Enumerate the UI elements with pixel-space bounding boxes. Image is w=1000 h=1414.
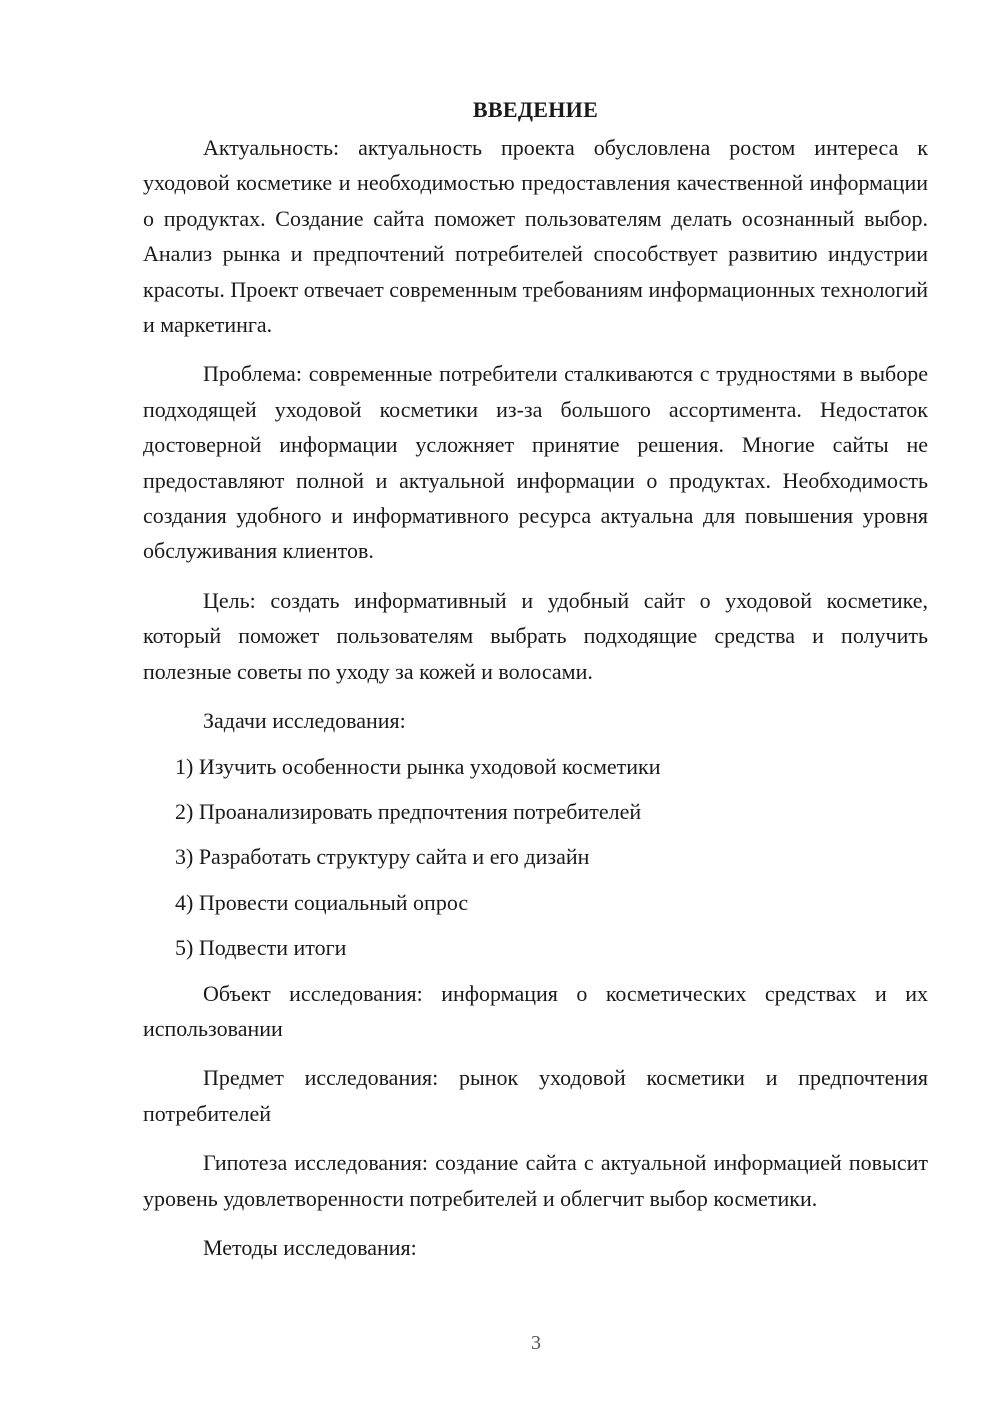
task-item: 1) Изучить особенности рынка уходовой косметики bbox=[175, 753, 661, 779]
paragraph-problem: Проблема: современные потребители сталкиваются с трудностями в выборе подходящей уходовой косметики из-за большого ассортимента. Недостаток достоверной информации усложняет принятие решения. Многие сайты не предоставляют полной и актуальной информации о продуктах. Необходимость создания удобного и информативного ресурса актуальна для повышения уровня обслуживания клиентов. bbox=[143, 361, 928, 564]
paragraph-goal: Цель: создать информативный и удобный сайт о уходовой косметике, который поможет пользователям выбрать подходящие средства и получить полезные советы по уходу за кожей и волосами. bbox=[143, 587, 928, 684]
paragraph-subject: Предмет исследования: рынок уходовой косметики и предпочтения потребителей bbox=[143, 1065, 928, 1126]
paragraph-object: Объект исследования: информация о косметических средствах и их использовании bbox=[143, 980, 928, 1041]
document-page bbox=[143, 92, 928, 1279]
paragraph-relevance: Актуальность: актуальность проекта обусловлена ростом интереса к уходовой косметике и необходимостью предоставления качественной информации о продуктах. Создание сайта поможет пользователям делать осознанный выбор. Анализ рынка и предпочтений потребителей способствует развитию индустрии красоты. Проект отвечает современным требованиям информационных технологий и маркетинга. bbox=[143, 135, 928, 338]
page-number: 3 bbox=[531, 1332, 541, 1354]
tasks-title: Задачи исследования: bbox=[203, 708, 406, 734]
task-item: 4) Провести социальный опрос bbox=[175, 889, 469, 915]
paragraph-hypothesis: Гипотеза исследования: создание сайта с актуальной информацией повысит уровень удовлетворенности потребителей и облегчит выбор косметики. bbox=[143, 1150, 928, 1211]
task-item: 3) Разработать структуру сайта и его дизайн bbox=[175, 844, 590, 870]
tasks-list bbox=[143, 749, 928, 966]
section-heading: ВВЕДЕНИЕ bbox=[472, 97, 599, 122]
methods-title: Методы исследования: bbox=[203, 1234, 417, 1260]
task-item: 2) Проанализировать предпочтения потребителей bbox=[175, 798, 642, 824]
task-item: 5) Подвести итоги bbox=[175, 935, 347, 961]
